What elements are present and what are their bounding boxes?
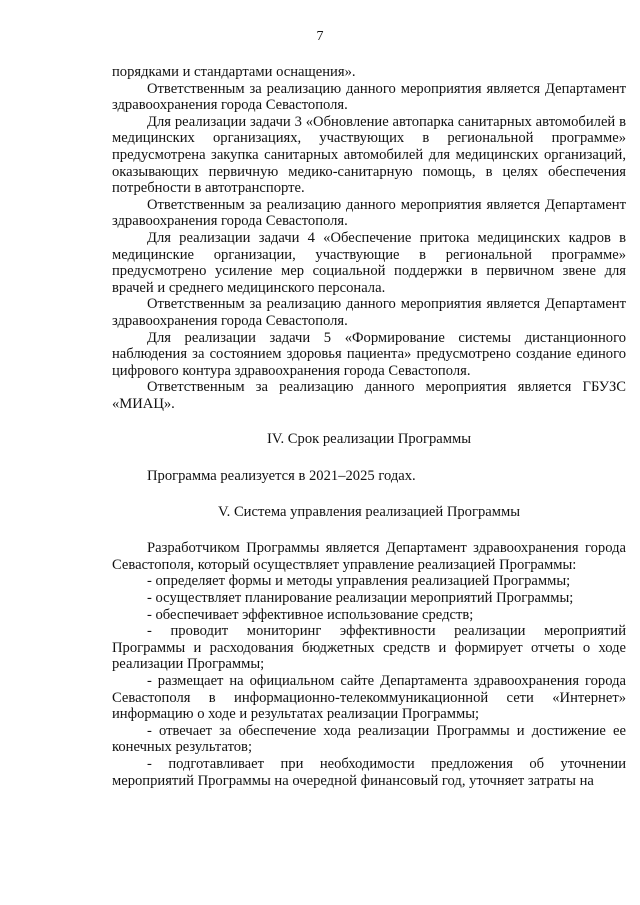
paragraph-continuation: порядками и стандартами оснащения».	[112, 64, 356, 80]
responsibilities-list	[112, 573, 626, 789]
paragraph-responsible-3: Ответственным за реализацию данного мероприятия является Департамент здравоохранения города Севастополя.	[112, 296, 626, 329]
section-4-text: Программа реализуется в 2021–2025 годах.	[147, 468, 416, 485]
paragraph-task-4: Для реализации задачи 4 «Обеспечение притока медицинских кадров в медицинские организации, участвующие в региональной программе» предусмотрено усиление мер социальной поддержки в первичном звене для врачей и среднего медицинского персонала.	[112, 229, 626, 296]
section-5-heading: V. Система управления реализацией Программы	[217, 503, 521, 520]
list-item: - определяет формы и методы управления реализацией Программы;	[147, 573, 571, 590]
paragraph-responsible-2: Ответственным за реализацию данного мероприятия является Департамент здравоохранения города Севастополя.	[112, 196, 626, 230]
list-item: - обеспечивает эффективное использование средств;	[147, 606, 474, 623]
list-item: - отвечает за обеспечение хода реализации Программы и достижение ее конечных результатов;	[112, 722, 626, 756]
section-5-intro: Разработчиком Программы является Департамент здравоохранения города Севастополя, который осуществляет управление реализацией Программы:	[112, 540, 626, 573]
section-4-heading: IV. Срок реализации Программы	[266, 431, 472, 448]
paragraph-task-3: Для реализации задачи 3 «Обновление автопарка санитарных автомобилей в медицинских организациях, участвующих в региональной программе» предусмотрена закупка санитарных автомобилей для медицинских организаций, оказывающих первичную медико-санитарную помощь, в целях обеспечения потребности в автотранспорте.	[112, 113, 626, 197]
paragraph-responsible-4: Ответственным за реализацию данного мероприятия является ГБУЗС «МИАЦ».	[112, 379, 626, 412]
paragraph-responsible-1: Ответственным за реализацию данного мероприятия является Департамент здравоохранения города Севастополя.	[112, 80, 626, 114]
page-number: 7	[316, 29, 324, 44]
list-item: - подготавливает при необходимости предложения об уточнении мероприятий Программы на очередной финансовый год, уточняет затраты на	[112, 755, 626, 789]
paragraph-task-5: Для реализации задачи 5 «Формирование системы дистанционного наблюдения за состоянием здоровья пациента» предусмотрено создание единого цифрового контура здравоохранения города Севастополя.	[112, 329, 626, 379]
list-item: - проводит мониторинг эффективности реализации мероприятий Программы и расходования бюджетных средств и формирует отчеты о ходе реализации Программы;	[112, 623, 626, 673]
list-item: - осуществляет планирование реализации мероприятий Программы;	[147, 590, 574, 607]
list-item: - размещает на официальном сайте Департамента здравоохранения города Севастополя в информационно-телекоммуникационной сети «Интернет» информацию о ходе и результатах реализации Программы;	[112, 673, 626, 723]
page-body	[112, 64, 626, 789]
